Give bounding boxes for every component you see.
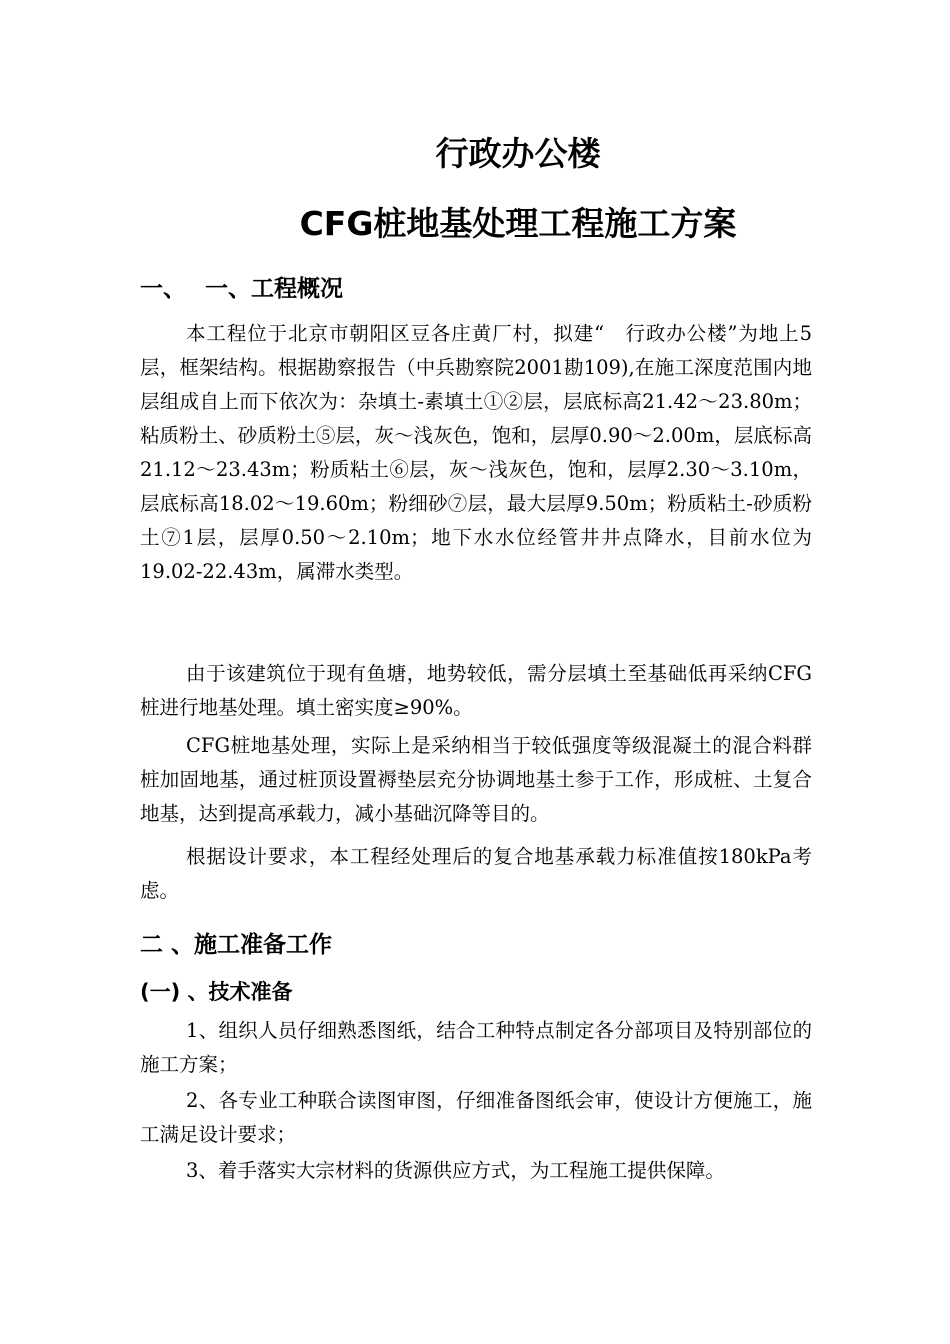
- document-title-line-1: 行政办公楼: [435, 134, 601, 173]
- list-item-3: 3、着手落实大宗材料的货源供应方式，为工程施工提供保障。: [186, 1159, 725, 1182]
- subsection-1-heading: (一) 、技术准备: [140, 980, 293, 1004]
- list-item-1: 1、组织人员仔细熟悉图纸，结合工种特点制定各分部项目及特别部位的施工方案；: [140, 1019, 812, 1076]
- section-1-number: 一、: [140, 276, 186, 302]
- section-1-paragraph-3: CFG桩地基处理，实际上是采纳相当于较低强度等级混凝土的混合料群桩加固地基，通过桩顶设置褥垫层充分协调地基土参于工作，形成桩、土复合地基，达到提高承载力，减小基础沉降等目的。: [140, 734, 812, 825]
- section-1-heading: [140, 270, 343, 303]
- section-2-heading: 二 、施工准备工作: [140, 932, 333, 958]
- section-1-paragraph-4: 根据设计要求，本工程经处理后的复合地基承载力标准值按180kPa考虑。: [140, 845, 812, 902]
- section-1-paragraph-2: 由于该建筑位于现有鱼塘，地势较低，需分层填土至基础低再采纳CFG桩进行地基处理。填土密实度≥90%。: [140, 662, 812, 719]
- list-item-2: 2、各专业工种联合读图审图，仔细准备图纸会审，使设计方便施工，施工满足设计要求；: [140, 1089, 812, 1146]
- document-title-line-2: CFG桩地基处理工程施工方案: [299, 204, 737, 243]
- section-1-paragraph-1: 本工程位于北京市朝阳区豆各庄黄厂村，拟建“ 行政办公楼”为地上5层，框架结构。根据勘察报告（中兵勘察院2001勘109),在施工深度范围内地层组成自上而下依次为：杂填土-素填土①②层，层底标高21.42～23.80m；粘质粉土、砂质粉土⑤层，灰～浅灰色，饱和，层厚0.90～2.00m，层底标高21.12～23.43m；粉质粘土⑥层，灰～浅灰色，饱和，层厚2.30～3.10m，层底标高18.02～19.60m；粉细砂⑦层，最大层厚9.50m；粉质粘土-砂质粉土⑦1层，层厚0.50～2.10m；地下水水位经管井井点降水，目前水位为19.02-22.43m，属滞水类型。: [140, 322, 812, 583]
- section-1-heading-text: 一、工程概况: [205, 276, 343, 302]
